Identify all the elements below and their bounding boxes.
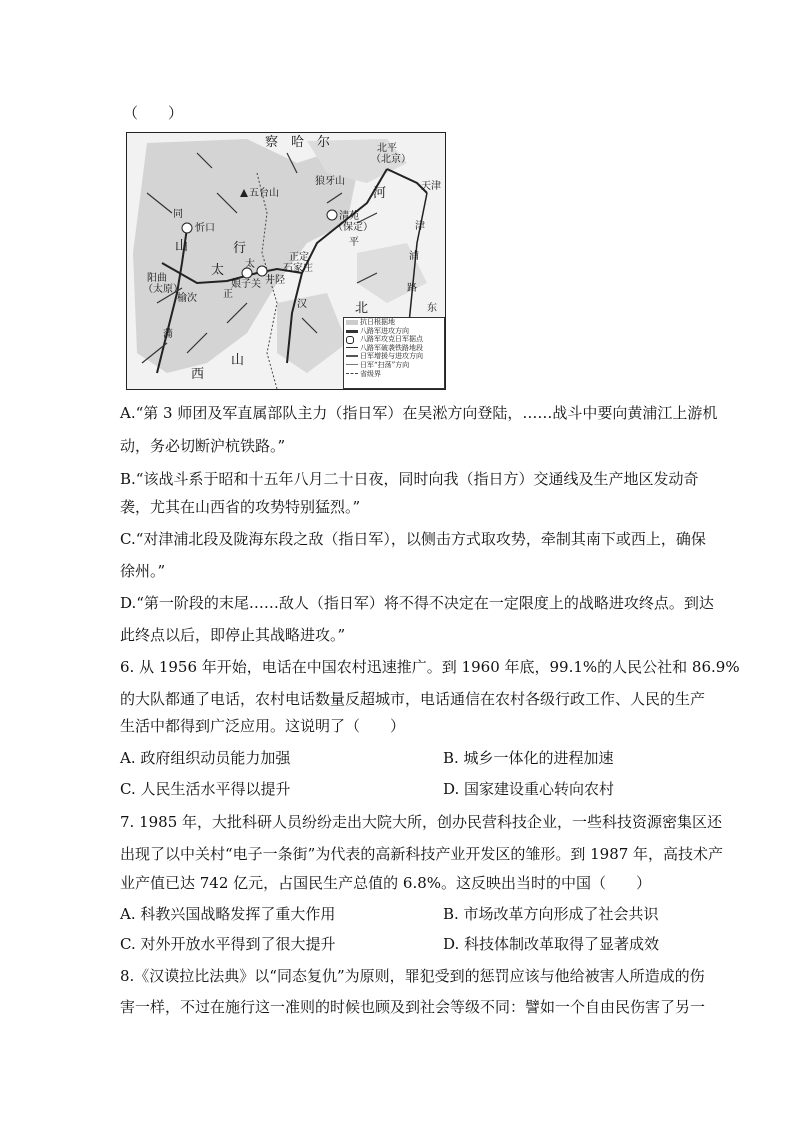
legend-item: 日军增援与进攻方向 [344,352,444,361]
map-label-zheng: 正 [223,289,233,300]
legend-item: 八路军破袭铁路地段 [344,344,444,353]
map-label-beijing: （北京） [371,154,411,165]
map-label-ping: 平 [349,237,359,248]
question-6-cont: 的大队都通了电话，农村电话数量反超城市，电话通信在农村各级行政工作、人民的生产 [120,690,706,708]
legend-item: 抗日根据地 [344,318,444,327]
q6-option-a: A. 政府组织动员能力加强 [120,749,291,767]
map-label-pu: 浦 [409,251,419,262]
q6-option-d: D. 国家建设重心转向农村 [443,780,615,798]
map-label-langyashan: 狼牙山 [315,176,345,187]
q7-option-d: D. 科技体制改革取得了显著成效 [443,935,660,953]
option-b-cont: 袭，尤其在山西省的攻势特别猛烈。” [120,498,361,516]
map-label-tai2: 太 [245,259,255,270]
option-a: A.“第 3 师团及军直属部队主力（指日军）在吴淞方向登陆，……战斗中要向黄浦江上游机 [120,404,718,422]
map-label-dong: 东 [427,303,437,314]
map-label-lu: 路 [407,283,417,294]
map-legend [343,317,445,389]
answer-blank: （ ） [123,104,184,122]
question-7-cont: 业产值已达 742 亿元，占国民生产总值的 6.8%。这反映出当时的中国（ ） [120,874,652,892]
legend-item: 八路军攻克日军据点 [344,335,444,344]
map-label-jin: 津 [415,221,425,232]
map-label-jingxing: 井陉 [265,275,285,286]
question-7: 7. 1985 年，大批科研人员纷纷走出大院大所，创办民营科技企业，一些科技资源密集区还 [120,813,723,831]
map-label-tong: 同 [173,209,183,220]
map-label-bei: 北 [355,301,369,316]
question-8-cont: 害一样，不过在施行这一准则的时候也顾及到社会等级不同：譬如一个自由民伤害了另一 [120,998,706,1016]
map-label-tianjin: 天津 [421,181,441,192]
question-8: 8.《汉谟拉比法典》以“同态复仇”为原则，罪犯受到的惩罚应该与他给被害人所造成的伤 [120,967,705,985]
map-label-beiping: 北平 [377,143,397,154]
legend-item: 省级界 [344,370,444,379]
question-6: 6. 从 1956 年开始，电话在中国农村迅速推广。到 1960 年底，99.1%的人民公社和 86.9% [120,658,740,676]
q7-option-b: B. 市场改革方向形成了社会共识 [443,905,659,923]
q7-option-c: C. 对外开放水平得到了很大提升 [120,935,336,953]
map-label-qingyuan: 清苑 [339,211,359,222]
map-label-zhengding: 正定 [289,252,309,263]
map-label-pu2: 蒲 [163,329,173,340]
option-c: C.“对津浦北段及陇海东段之敌（指日军），以侧击方式取攻势，牵制其南下或西上，确保 [120,530,706,548]
map-label-chahaer: 察 哈 尔 [265,135,331,150]
option-d: D.“第一阶段的末尾……敌人（指日军）将不得不决定在一定限度上的战略进攻终点。到达 [120,594,714,612]
map-label-xi: 西 [191,367,205,382]
option-d-cont: 此终点以后，即停止其战略进攻。” [120,626,346,644]
map-label-hang: 行 [233,241,247,256]
question-7-cont: 出现了以中关村“电子一条街”为代表的高新科技产业开发区的雏形。到 1987 年，高技术产 [120,845,724,863]
q7-option-a: A. 科教兴国战略发挥了重大作用 [120,905,336,923]
map-label-han: 汉 [297,299,307,310]
map-label-shijiazhuang: 石家庄 [283,263,313,274]
legend-item: 八路军进攻方向 [344,327,444,336]
battle-map [126,132,446,390]
map-label-xinkou: 忻口 [195,223,215,234]
map-label-baoding: （保定） [333,222,373,233]
map-label-he: 河 [373,186,387,201]
map-label-shan: 山 [231,353,245,368]
map-label-wutaishan: 五台山 [249,188,279,199]
legend-item: 日军“扫荡”方向 [344,361,444,370]
option-c-cont: 徐州。” [120,562,166,580]
map-label-yangqu: 阳曲 [147,273,167,284]
map-label-yuci: 榆次 [177,293,197,304]
q6-option-b: B. 城乡一体化的进程加速 [443,749,614,767]
question-6-cont: 生活中都得到广泛应用。这说明了（ ） [120,717,406,735]
option-b: B.“该战斗系于昭和十五年八月二十日夜，同时向我（指日方）交通线及生产地区发动奇 [120,470,699,488]
map-label-taiyuan: （太原） [143,284,183,295]
q6-option-c: C. 人民生活水平得以提升 [120,780,291,798]
option-a-cont: 动，务必切断沪杭铁路。” [120,437,286,455]
map-label-niangziguan: 娘子关 [231,279,261,290]
map-label-shan2: 山 [175,239,189,254]
map-label-tai: 太 [211,263,225,278]
